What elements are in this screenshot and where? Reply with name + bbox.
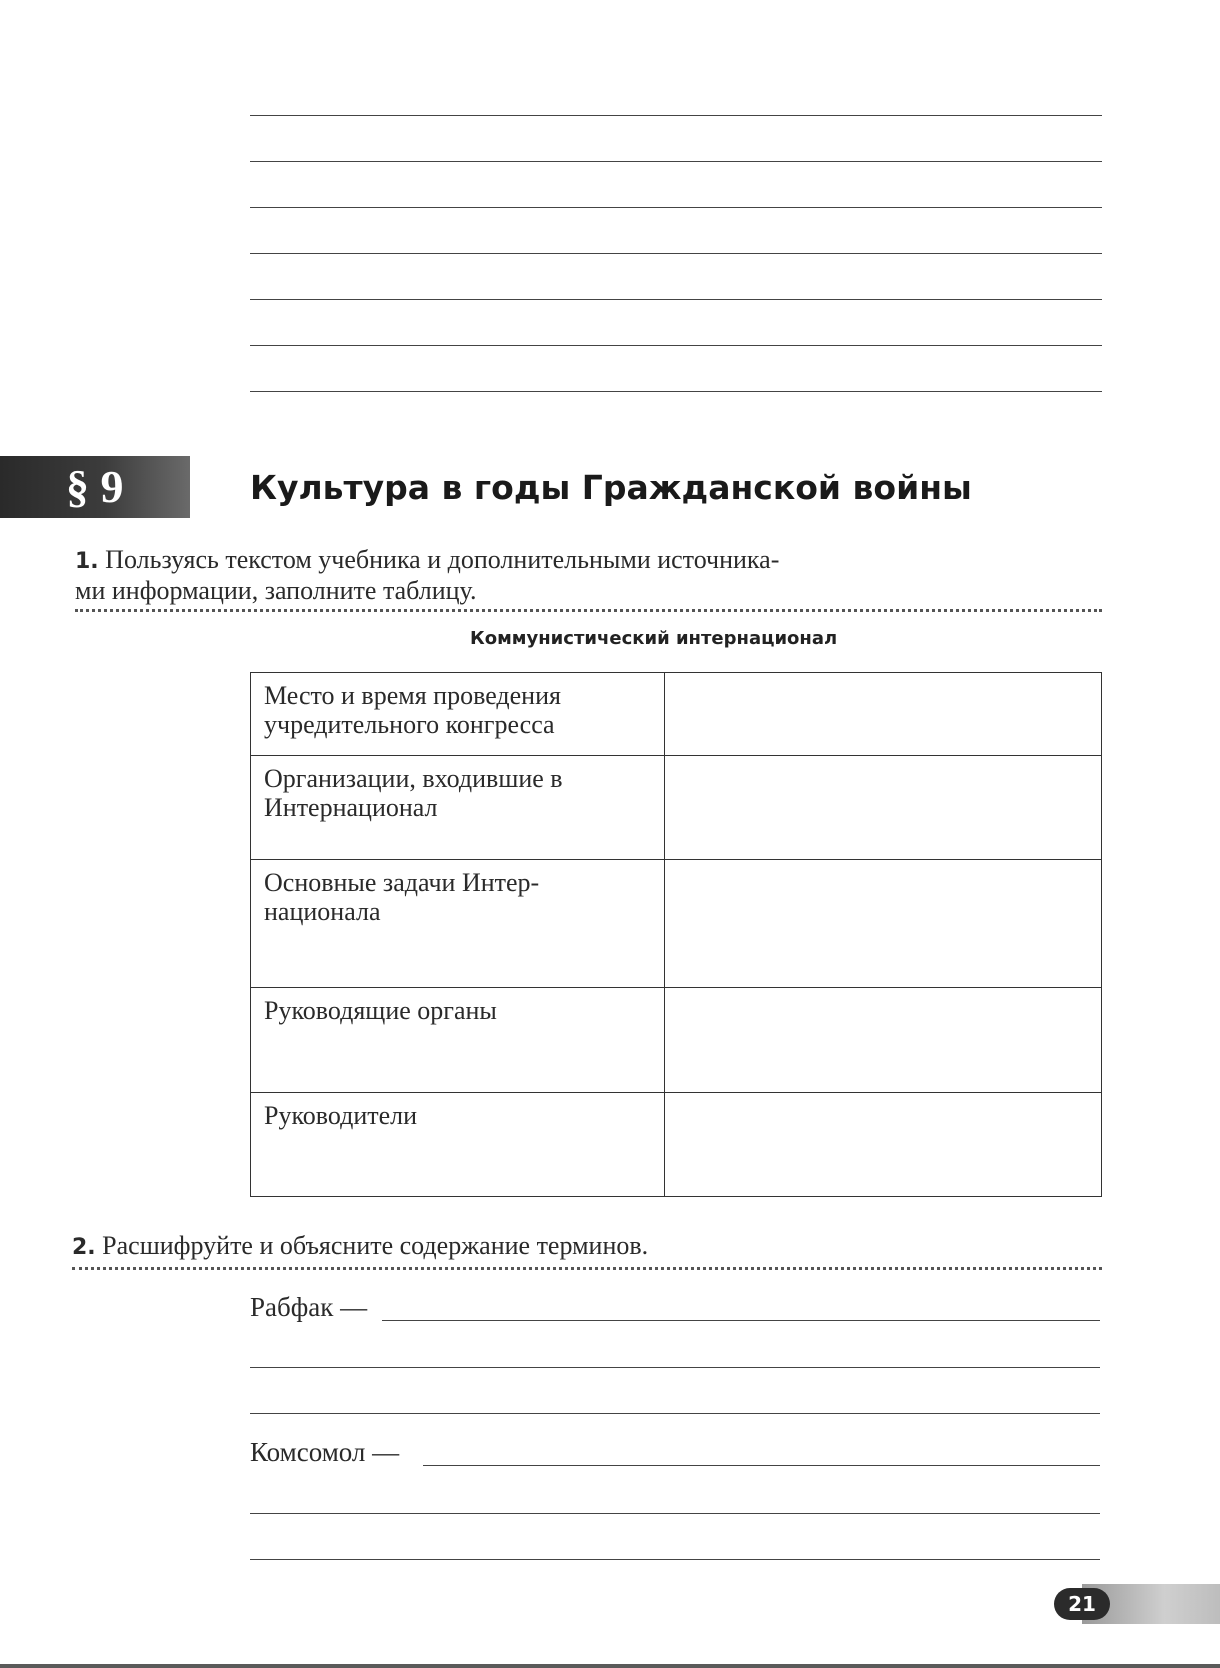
table-row [251, 860, 1102, 988]
section-number: § 9 [66, 461, 124, 512]
dotted-separator [75, 609, 1102, 612]
answer-line[interactable] [250, 299, 1102, 300]
task-2-number: 2. [72, 1235, 96, 1260]
table-caption: Коммунистический интернационал [470, 628, 838, 649]
task-2-instruction [72, 1231, 1072, 1262]
task-1-text-line-2: ми информации, заполните таблицу. [75, 576, 477, 605]
comintern-table [250, 672, 1102, 1197]
answer-line[interactable] [250, 207, 1102, 208]
answer-line[interactable] [250, 1513, 1100, 1514]
page-number: 21 [1054, 1588, 1110, 1620]
answer-cell[interactable] [665, 988, 1102, 1093]
section-title: Культура в годы Гражданской войны [250, 468, 972, 507]
row-label: Место и время проведения учредительного конгресса [251, 673, 665, 756]
dotted-separator [72, 1267, 1102, 1270]
answer-line[interactable] [250, 1367, 1100, 1368]
term-rabfak-answer-line[interactable] [382, 1320, 1100, 1321]
task-1-text-line-1: Пользуясь текстом учебника и дополнительными источника- [105, 545, 780, 574]
term-komsomol-answer-line[interactable] [423, 1465, 1100, 1466]
row-label: Основные задачи Интер-национала [251, 860, 665, 988]
answer-line[interactable] [250, 115, 1102, 116]
answer-line[interactable] [250, 253, 1102, 254]
row-label: Руководители [251, 1093, 665, 1197]
answer-line[interactable] [250, 345, 1102, 346]
row-label: Организации, входившие в Интернационал [251, 756, 665, 860]
row-label: Руководящие органы [251, 988, 665, 1093]
answer-line[interactable] [250, 391, 1102, 392]
table-row [251, 673, 1102, 756]
answer-cell[interactable] [665, 1093, 1102, 1197]
answer-line[interactable] [250, 161, 1102, 162]
table-row [251, 756, 1102, 860]
answer-cell[interactable] [665, 673, 1102, 756]
term-komsomol: Комсомол — [250, 1437, 400, 1467]
answer-cell[interactable] [665, 860, 1102, 988]
task-1-number: 1. [75, 549, 99, 574]
answer-cell[interactable] [665, 756, 1102, 860]
answer-line[interactable] [250, 1559, 1100, 1560]
task-1-instruction [75, 545, 975, 605]
task-2-text: Расшифруйте и объясните содержание терминов. [102, 1231, 649, 1260]
term-rabfak: Рабфак — [250, 1292, 368, 1322]
table-row [251, 1093, 1102, 1197]
answer-line[interactable] [250, 1413, 1100, 1414]
table-row [251, 988, 1102, 1093]
page-bottom-edge [0, 1664, 1220, 1668]
